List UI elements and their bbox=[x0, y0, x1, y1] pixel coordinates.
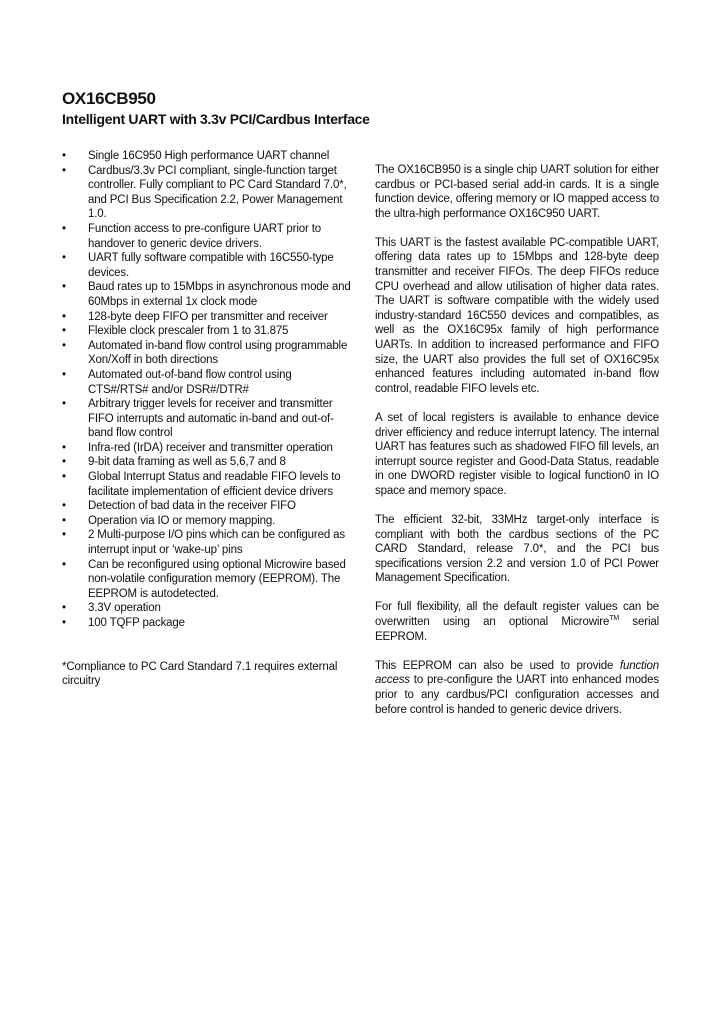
feature-item: • 2 Multi-purpose I/O pins which can be configured as interrupt input or ‘wake-up’ pins bbox=[62, 528, 352, 557]
feature-item: • Detection of bad data in the receiver FIFO bbox=[62, 499, 352, 514]
document-subtitle: Intelligent UART with 3.3v PCI/Cardbus Interface bbox=[62, 111, 370, 127]
description-column bbox=[375, 163, 659, 717]
trademark-mark: TM bbox=[609, 615, 620, 623]
eeprom-text-end: serial EEPROM. bbox=[375, 616, 659, 643]
function-access-emphasis: function access bbox=[375, 659, 659, 687]
feature-item: • Flexible clock prescaler from 1 to 31.875 bbox=[62, 324, 352, 339]
description-paragraph bbox=[375, 600, 659, 644]
feature-item: • 128-byte deep FIFO per transmitter and receiver bbox=[62, 310, 352, 325]
feature-list bbox=[62, 149, 352, 631]
description-paragraph bbox=[375, 659, 659, 717]
feature-item: • Function access to pre-configure UART prior to handover to generic device drivers. bbox=[62, 222, 352, 251]
eeprom-text: For full flexibility, all the default register values can be overwritten using an optional Microwire bbox=[375, 601, 659, 629]
feature-item: • Can be reconfigured using optional Microwire based non-volatile configuration memory (EEPROM). The EEPROM is autodetected. bbox=[62, 558, 352, 602]
description-paragraph: A set of local registers is available to enhance device driver efficiency and reduce interrupt latency. The internal UART has features such as shadowed FIFO fill levels, an interrupt source register and Good-Data Status, readable in one DWORD register visible to logical function0 in IO space and memory space. bbox=[375, 411, 659, 497]
feature-item: • UART fully software compatible with 16C550-type devices. bbox=[62, 251, 352, 280]
description-paragraph: The OX16CB950 is a single chip UART solution for either cardbus or PCI-based serial add-in cards. It is a single function device, offering memory or IO mapped access to the ultra-high performance OX16C950 UART. bbox=[375, 164, 659, 220]
feature-item: • Automated in-band flow control using programmable Xon/Xoff in both directions bbox=[62, 339, 352, 368]
function-access-text-end: to pre-configure the UART into enhanced modes prior to any cardbus/PCI configuration accesses and before control is handed to generic device drivers. bbox=[375, 674, 659, 716]
feature-item: • Global Interrupt Status and readable FIFO levels to facilitate implementation of efficient device drivers bbox=[62, 470, 352, 499]
feature-item: • 3.3V operation bbox=[62, 601, 352, 616]
feature-item: • Operation via IO or memory mapping. bbox=[62, 514, 352, 529]
feature-item: • 100 TQFP package bbox=[62, 616, 352, 631]
feature-item: • 9-bit data framing as well as 5,6,7 and 8 bbox=[62, 455, 352, 470]
description-paragraph: This UART is the fastest available PC-compatible UART, offering data rates up to 15Mbps and 128-byte deep transmitter and receiver FIFOs. The deep FIFOs reduce CPU overhead and allow utilisation of higher data rates. The UART is software compatible with the widely used industry-standard 16C550 devices and compatibles, as well as the OX16C95x family of high performance UARTs. In addition to increased performance and FIFO size, the UART also provides the full set of OX16C95x enhanced features including automated in-band flow control, readable FIFO levels etc. bbox=[375, 236, 659, 395]
features-column bbox=[62, 149, 352, 689]
feature-item: • Arbitrary trigger levels for receiver and transmitter FIFO interrupts and automatic in-band and out-of-band flow control bbox=[62, 397, 352, 441]
feature-item: • Baud rates up to 15Mbps in asynchronous mode and 60Mbps in external 1x clock mode bbox=[62, 280, 352, 309]
compliance-footnote: *Compliance to PC Card Standard 7.1 requires external circuitry bbox=[62, 660, 338, 688]
feature-item: • Automated out-of-band flow control using CTS#/RTS# and/or DSR#/DTR# bbox=[62, 368, 352, 397]
feature-item: • Cardbus/3.3v PCI compliant, single-function target controller. Fully compliant to PC Card Standard 7.0*, and PCI Bus Specification 2.2, Power Management 1.0. bbox=[62, 164, 352, 222]
function-access-text: This EEPROM can also be used to provide bbox=[375, 659, 620, 672]
feature-item: • Infra-red (IrDA) receiver and transmitter operation bbox=[62, 441, 352, 456]
feature-item: • Single 16C950 High performance UART channel bbox=[62, 149, 352, 164]
description-paragraph: The efficient 32-bit, 33MHz target-only interface is compliant with both the cardbus sections of the PC CARD Standard, release 7.0*, and the PCI bus specifications version 2.2 and version 1.0 of PCI Power Management Specification. bbox=[375, 513, 659, 585]
document-title: OX16CB950 bbox=[62, 89, 156, 108]
